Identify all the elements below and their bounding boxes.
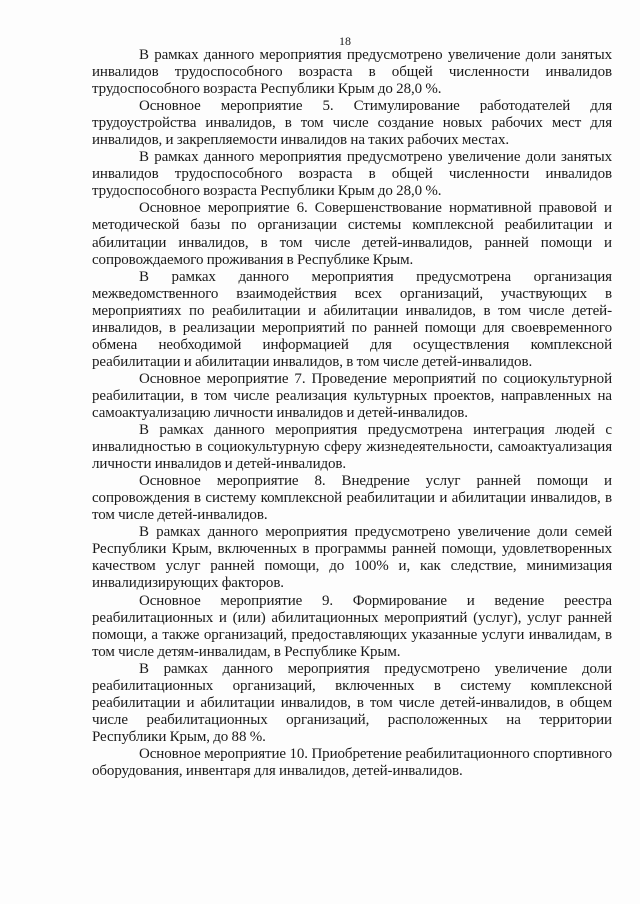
paragraph: В рамках данного мероприятия предусмотрено увеличение доли реабилитационных организаций, включенных в систему комплексной реабилитации и абилитации инвалидов, в том числе детей-инвалидов, в общем числе реабилитационных организаций, расположенных на территории Республики Крым, до 88 %. — [92, 660, 612, 745]
page-number: 18 — [339, 34, 351, 48]
paragraph: Основное мероприятие 6. Совершенствование нормативной правовой и методической базы по организации системы комплексной реабилитации и абилитации инвалидов, в том числе детей-инвалидов, ранней помощи и сопровождаемого проживания в Республике Крым. — [92, 200, 612, 268]
paragraph: Основное мероприятие 10. Приобретение реабилитационного спортивного оборудования, инвентаря для инвалидов, детей-инвалидов. — [92, 745, 612, 779]
document-body — [92, 47, 612, 780]
paragraph: Основное мероприятие 8. Внедрение услуг ранней помощи и сопровождения в систему комплексной реабилитации и абилитации инвалидов, в том числе детей-инвалидов. — [92, 473, 612, 524]
paragraph: В рамках данного мероприятия предусмотрено увеличение доли занятых инвалидов трудоспособного возраста в общей численности инвалидов трудоспособного возраста Республики Крым до 28,0 %. — [92, 149, 612, 200]
paragraph: Основное мероприятие 5. Стимулирование работодателей для трудоустройства инвалидов, в том числе создание новых рабочих мест для инвалидов, и закрепляемости инвалидов на таких рабочих местах. — [92, 98, 612, 149]
paragraph: Основное мероприятие 7. Проведение мероприятий по социокультурной реабилитации, в том числе реализация культурных проектов, направленных на самоактуализацию личности инвалидов и детей-инвалидов. — [92, 370, 612, 421]
paragraph: В рамках данного мероприятия предусмотрена интеграция людей с инвалидностью в социокультурную сферу жизнедеятельности, самоактуализация личности инвалидов и детей-инвалидов. — [92, 422, 612, 473]
paragraph: Основное мероприятие 9. Формирование и ведение реестра реабилитационных и (или) абилитационных мероприятий (услуг), услуг ранней помощи, а также организаций, предоставляющих указанные услуги инвалидам, в том числе детям-инвалидам, в Республике Крым. — [92, 592, 612, 660]
paragraph: В рамках данного мероприятия предусмотрено увеличение доли семей Республики Крым, включенных в программы ранней помощи, удовлетворенных качеством услуг ранней помощи, до 100% и, как следствие, минимизация инвалидизирующих факторов. — [92, 524, 612, 592]
paragraph: В рамках данного мероприятия предусмотрено увеличение доли занятых инвалидов трудоспособного возраста в общей численности инвалидов трудоспособного возраста Республики Крым до 28,0 %. — [92, 47, 612, 98]
paragraph: В рамках данного мероприятия предусмотрена организация межведомственного взаимодействия всех организаций, участвующих в мероприятиях по реабилитации и абилитации инвалидов, в том числе детей-инвалидов, в реализации мероприятий по ранней помощи для своевременного обмена необходимой информацией для осуществления комплексной реабилитации и абилитации инвалидов, в том числе детей-инвалидов. — [92, 268, 612, 370]
